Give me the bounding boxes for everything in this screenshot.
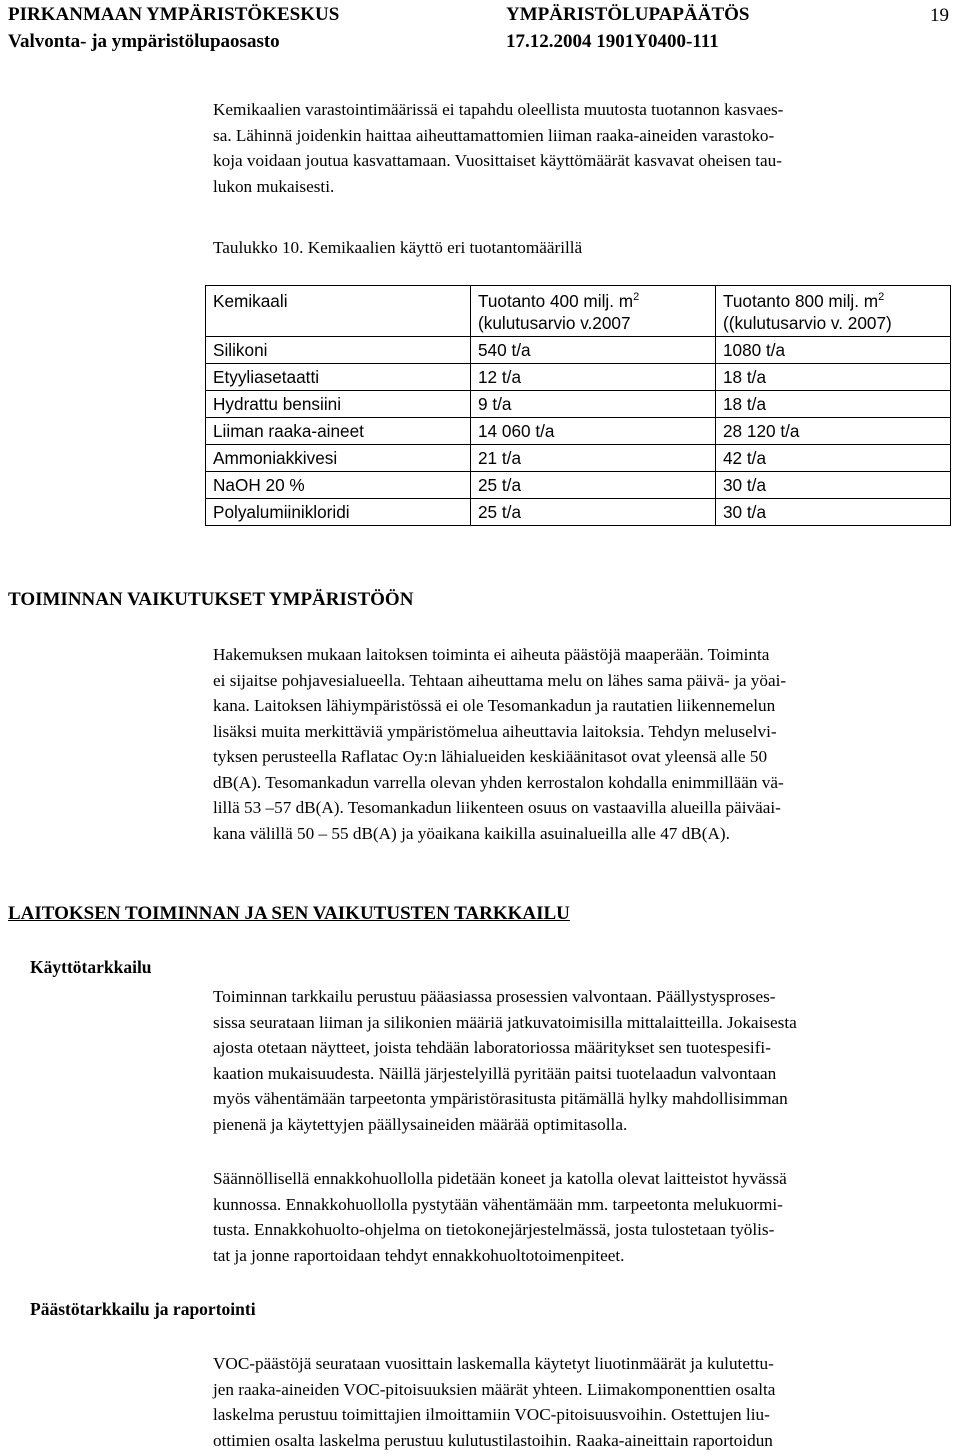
table-row [206,391,951,418]
table-row [206,364,951,391]
text-line: tat ja jonne raportoidaan tehdyt ennakkohuoltotoimenpiteet. [213,1245,625,1265]
text-line: Kemikaalien varastointimäärissä ei tapahdu oleellista muutosta tuotannon kasvaes- [213,100,784,119]
cell-usage-800: 30 t/a [716,472,951,499]
cell-usage-400: 12 t/a [471,364,716,391]
cell-usage-800: 28 120 t/a [716,418,951,445]
text-line: pienenä ja käytettyjen päällysaineiden määrää optimitasolla. [213,1114,628,1134]
document-reference: 17.12.2004 1901Y0400-111 [506,31,719,52]
header-production-400: Tuotanto 400 milj. $m^2$ (kulutusarvio v.2007 [471,286,716,337]
header-production-800: Tuotanto 800 milj. $m^2$ ((kulutusarvio v. 2007) [716,286,951,337]
text-line: myös vähentämään tarpeetonta ympäristörasitusta pitämällä hylky mahdollisimman [213,1089,788,1108]
text-line: ajosta otetaan näytteet, joista tehdään laboratoriossa määritykset sen tuotespesifi- [213,1038,771,1057]
department-name: Valvonta- ja ympäristölupaosasto [8,31,280,52]
cell-chemical: Hydrattu bensiini [206,391,471,418]
cell-chemical: Etyyliasetaatti [206,364,471,391]
cell-chemical: Liiman raaka-aineet [206,418,471,445]
text-line: Hakemuksen mukaan laitoksen toiminta ei aiheuta päästöjä maaperään. Toiminta [213,645,770,664]
cell-usage-800: 18 t/a [716,364,951,391]
table-row [206,499,951,526]
table-row [206,472,951,499]
org-name: PIRKANMAAN YMPÄRISTÖKESKUS [8,4,340,25]
text-line: kunnossa. Ennakkohuollolla pystytään vähentämään mm. tarpeetonta melukuormi- [213,1194,783,1214]
operation-paragraph-2 [213,1166,943,1268]
cell-chemical: Silikoni [206,337,471,364]
cell-chemical: NaOH 20 % [206,472,471,499]
cell-usage-400: 9 t/a [471,391,716,418]
table-row [206,445,951,472]
cell-usage-400: 14 060 t/a [471,418,716,445]
table-row [206,418,951,445]
text-line: jen raaka-aineiden VOC-pitoisuuksien määrät yhteen. Liimakomponenttien osalta [213,1379,776,1399]
text-line: koja voidaan joutua kasvattamaan. Vuosittaiset käyttömäärät kasvavat oheisen tau- [213,151,782,170]
cell-usage-800: 30 t/a [716,499,951,526]
text-line: Säännöllisellä ennakkohuollolla pidetään koneet ja katolla olevat laitteistot hyvässä [213,1169,787,1188]
cell-usage-800: 18 t/a [716,391,951,418]
operation-paragraph-1 [213,984,943,1137]
text-line: kana välillä 50 – 55 dB(A) ja yöaikana kaikilla asuinalueilla alle 47 dB(A). [213,823,730,843]
cell-usage-800: 1080 t/a [716,337,951,364]
page-header [8,0,960,60]
text-line: laskelma perustuu toimittajien ilmoittamiin VOC-pitoisuusvoihin. Ostettujen liu- [213,1405,770,1424]
text-line: kana. Laitoksen lähiympäristössä ei ole Tesomankadun ja rautatien liikennemelun [213,696,776,715]
effects-paragraph [213,642,943,846]
chemical-usage-table [205,285,951,526]
document-type: YMPÄRISTÖLUPAPÄÄTÖS [506,4,750,25]
cell-usage-400: 540 t/a [471,337,716,364]
text-line: Toiminnan tarkkailu perustuu pääasiassa prosessien valvontaan. Päällystysproses- [213,987,776,1006]
text-line: sissa seurataan liiman ja silikonien määriä jatkuvatoimisilla mittalaitteilla. Jokaisesta [213,1012,797,1032]
text-line: sa. Lähinnä joidenkin haittaa aiheuttamattomien liiman raaka-aineiden varastoko- [213,125,775,145]
text-line: kaation mukaisuudesta. Näillä järjestelyillä pyritään paitsi tuotelaadun valvontaan [213,1063,777,1083]
operation-monitoring-heading: Käyttötarkkailu [30,957,152,977]
text-line: dB(A). Tesomankadun varrella olevan yhden kerrostalon kohdalla enimmillään vä- [213,772,784,792]
page-number: 19 [930,5,949,26]
effects-heading: TOIMINNAN VAIKUTUKSET YMPÄRISTÖÖN [8,589,414,610]
emissions-paragraph [213,1351,943,1453]
table-caption: Taulukko 10. Kemikaalien käyttö eri tuotantomäärillä [213,238,583,257]
cell-chemical: Polyalumiinikloridi [206,499,471,526]
text-line: ei sijaitse pohjavesialueella. Tehtaan aiheuttama melu on lähes sama päivä- ja yöai- [213,670,787,690]
text-line: lillä 53 –57 dB(A). Tesomankadun liikenteen osuus on vastaavilla alueilla päiväai- [213,798,781,817]
cell-chemical: Ammoniakkivesi [206,445,471,472]
text-line: ottimien osalta laskelma perustuu kulutustilastoihin. Raaka-aineittain raportoidun [213,1430,773,1450]
text-line: VOC-päästöjä seurataan vuosittain laskemalla käytetyt liuotinmäärät ja kulutettu- [213,1354,774,1373]
table-row [206,337,951,364]
text-line: tyksen perusteella Raflatac Oy:n lähialueiden keskiäänitasot ovat yleensä alle 50 [213,747,768,766]
header-chemical: Kemikaali [206,286,471,337]
cell-usage-400: 25 t/a [471,472,716,499]
text-line: lukon mukaisesti. [213,176,335,196]
text-line: tusta. Ennakkohuolto-ohjelma on tietokonejärjestelmässä, josta tulostetaan työlis- [213,1220,775,1239]
monitoring-heading: LAITOKSEN TOIMINNAN JA SEN VAIKUTUSTEN TARKKAILU [8,903,570,924]
emissions-monitoring-heading: Päästötarkkailu ja raportointi [30,1299,256,1319]
cell-usage-800: 42 t/a [716,445,951,472]
intro-paragraph [213,97,943,199]
cell-usage-400: 21 t/a [471,445,716,472]
table-header-row [206,286,951,337]
text-line: lisäksi muita merkittäviä ympäristömelua aiheuttavia laitoksia. Tehdyn meluselvi- [213,721,777,741]
cell-usage-400: 25 t/a [471,499,716,526]
